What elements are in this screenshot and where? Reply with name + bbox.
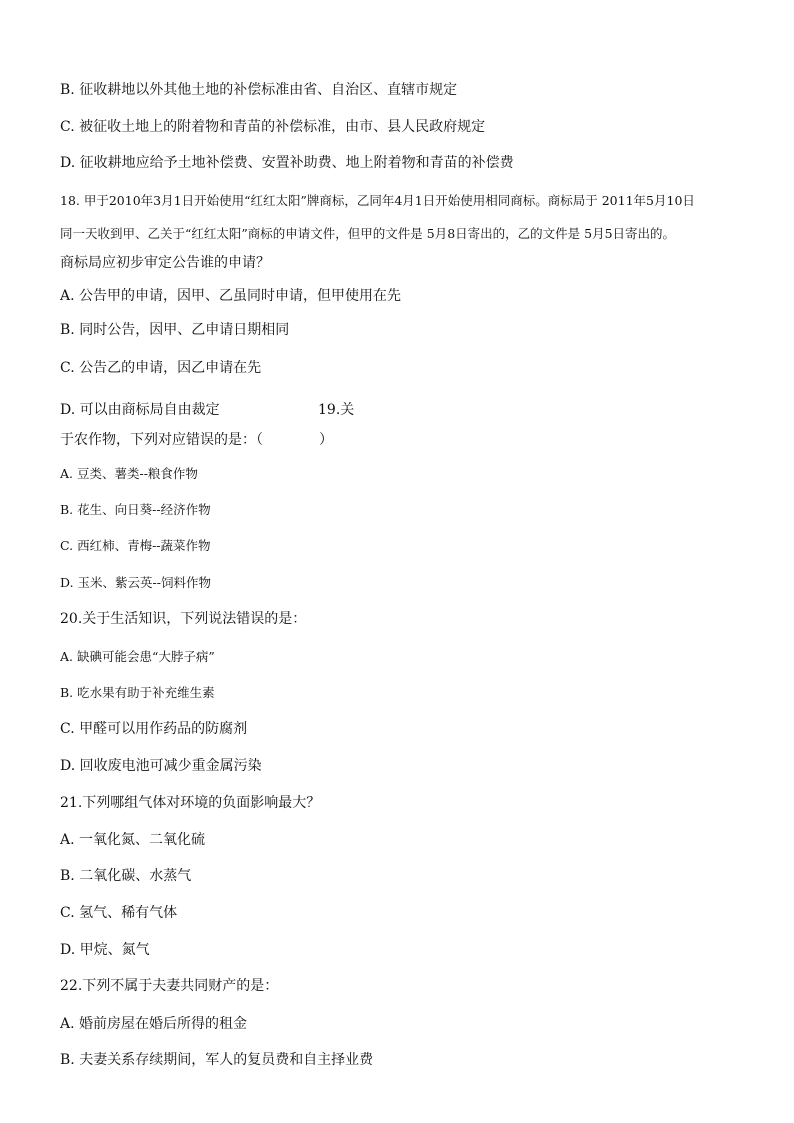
option-18d-row [60, 402, 734, 419]
option-20b: B. 吃水果有助于补充维生素 [60, 685, 215, 700]
question-22: 22.下列不属于夫妻共同财产的是： [60, 978, 279, 994]
option-19b: B. 花生、向日葵--经济作物 [60, 502, 211, 517]
option-19d: D. 玉米、紫云英--饲料作物 [60, 575, 211, 590]
option-19c: C. 西红柿、青梅--蔬菜作物 [60, 538, 211, 553]
question-19: 于农作物，下列对应错误的是：（ ） [60, 432, 333, 448]
option-22b: B. 夫妻关系存续期间，军人的复员费和自主择业费 [60, 1052, 374, 1068]
option-18c: C. 公告乙的申请，因乙申请在先 [60, 360, 262, 376]
question-18-line-1: 18. 甲于2010年3月1日开始使用“红红太阳”牌商标，乙同年4月1日开始使用相同商标。商标局于 2011年5月10日 [60, 193, 695, 208]
question-18-line-2: 同一天收到甲、乙关于“红红太阳”商标的申请文件，但甲的文件是 5月8日寄出的，乙的文件是 5月5日寄出的。 [60, 226, 676, 241]
option-19a: A. 豆类、薯类--粮食作物 [60, 466, 198, 481]
option-17c: C. 被征收土地上的附着物和青苗的补偿标准，由市、县人民政府规定 [60, 119, 486, 135]
option-21c: C. 氢气、稀有气体 [60, 905, 178, 921]
option-22a: A. 婚前房屋在婚后所得的租金 [60, 1016, 248, 1032]
option-18a: A. 公告甲的申请，因甲、乙虽同时申请，但甲使用在先 [60, 288, 402, 304]
question-19-start: 19.关 [318, 402, 355, 418]
option-21b: B. 二氧化碳、水蒸气 [60, 868, 192, 884]
option-21a: A. 一氧化氮、二氧化硫 [60, 832, 206, 848]
option-17b: B. 征收耕地以外其他土地的补偿标准由省、自治区、直辖市规定 [60, 82, 458, 98]
question-20: 20.关于生活知识，下列说法错误的是： [60, 611, 307, 627]
option-21d: D. 甲烷、氮气 [60, 942, 150, 958]
option-18d: D. 可以由商标局自由裁定 [60, 402, 220, 418]
question-21: 21.下列哪组气体对环境的负面影响最大？ [60, 795, 321, 811]
option-20a: A. 缺碘可能会患“大脖子病” [60, 649, 215, 664]
option-18b: B. 同时公告，因甲、乙申请日期相同 [60, 322, 290, 338]
option-17d: D. 征收耕地应给予土地补偿费、安置补助费、地上附着物和青苗的补偿费 [60, 155, 514, 171]
option-20d: D. 回收废电池可减少重金属污染 [60, 758, 262, 774]
option-20c: C. 甲醛可以用作药品的防腐剂 [60, 721, 248, 737]
question-18-line-3: 商标局应初步审定公告谁的申请？ [60, 255, 270, 271]
